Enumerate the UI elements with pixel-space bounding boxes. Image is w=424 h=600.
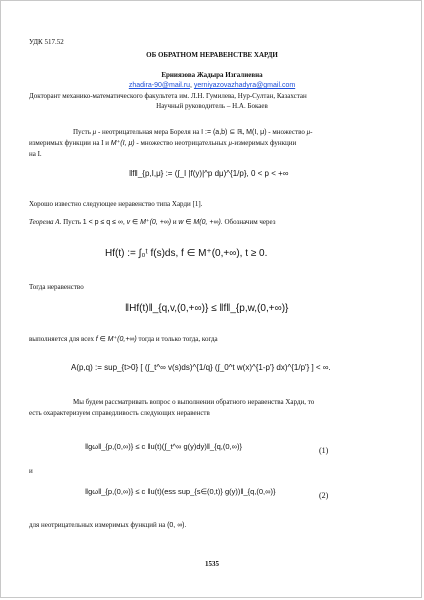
hardy-operator-definition: [105, 248, 267, 259]
apq-criterion-formula: [71, 363, 331, 372]
equation-1-number: (1): [319, 446, 329, 455]
norm-formula-text: ‖f‖_{p,I,μ} := (∫_I |f(y)|^p dμ)^{1/p}, 0 < p < +∞: [129, 169, 289, 178]
hardy-inequality: [125, 303, 288, 314]
author-name: Ерниязова Жадыра Изгалиевна: [161, 71, 263, 79]
and-word: и: [29, 467, 33, 475]
equation-1-text: ‖gω‖_{p,(0,∞)} ≤ c ‖u(t)(∫_t^∞ g(y)dy)‖_{q,(0,∞)}: [85, 442, 242, 451]
para1-line2: измеримых функции на I и M⁺(I, μ) - множество неотрицательных μ-измеримых функции: [29, 139, 297, 147]
holds-condition-text: выполняется для всех f ∈ M⁺(0,+∞) тогда и только тогда, когда: [29, 335, 218, 343]
equation-2: [85, 487, 276, 496]
then-text: Тогда неравенство: [29, 283, 84, 291]
para1-line1: Пусть μ - неотрицательная мера Бореля на I := (a,b) ⊆ ℝ, M(I, μ) - множество μ-: [73, 128, 313, 136]
equation-2-text: ‖gω‖_{p,(0,∞)} ≤ c ‖u(t)(ess sup_{s∈(0,t)} g(y))‖_{q,(0,∞)}: [85, 487, 276, 496]
equation-1: [85, 442, 242, 451]
udc-code: УДК 517.52: [29, 38, 64, 46]
apq-formula-text: A(p,q) := sup_{t>0} [ (∫_t^∞ v(s)ds)^{1/q} (∫_0^t w(x)^{1-p'} dx)^{1/p'} ] < ∞.: [71, 363, 331, 372]
email-separator: ,: [190, 82, 192, 89]
page-number: 1535: [205, 560, 219, 568]
known-inequality-text: Хорошо известно следующее неравенство типа Харди [1].: [29, 200, 203, 208]
email-link-2[interactable]: yerniyazovazhadyra@gmail.com: [193, 82, 296, 89]
closing-text: для неотрицательных измеримых функций на (0, ∞).: [29, 521, 187, 529]
para1-line3: на I.: [29, 150, 42, 158]
para2-line2: есть охарактеризуем справедливость следующих неравенств: [29, 409, 210, 417]
supervisor-line: Научный руководитель – Н.А. Бокаев: [156, 102, 268, 110]
equation-2-number: (2): [319, 491, 329, 500]
paper-title: ОБ ОБРАТНОМ НЕРАВЕНСТВЕ ХАРДИ: [146, 51, 278, 59]
email-link-1[interactable]: zhadira-90@mail.ru: [128, 82, 190, 89]
norm-formula: [129, 169, 288, 178]
hardy-inequality-text: ‖Hf(t)‖_{q,v,(0,+∞)} ≤ ‖f‖_{p,w,(0,+∞)}: [125, 303, 289, 314]
author-affiliation: Докторант механико-математического факультета им. Л.Н. Гумилева, Нур-Султан, Казахстан: [29, 92, 307, 100]
hardy-operator-text: Hf(t) := ∫₀ᵗ f(s)ds, f ∈ M⁺(0,+∞), t ≥ 0.: [105, 248, 268, 259]
theorem-label: Теорема А.: [29, 218, 62, 226]
para2-line1: Мы будем рассматривать вопрос о выполнении обратного неравенства Харди, то: [73, 398, 315, 406]
theorem-statement: Теорема А. Пусть 1 < p ≤ q ≤ ∞, v ∈ M⁺(0, +∞) и w ∈ M(0, +∞). Обозначим через: [29, 218, 276, 226]
author-emails: [1, 81, 423, 90]
